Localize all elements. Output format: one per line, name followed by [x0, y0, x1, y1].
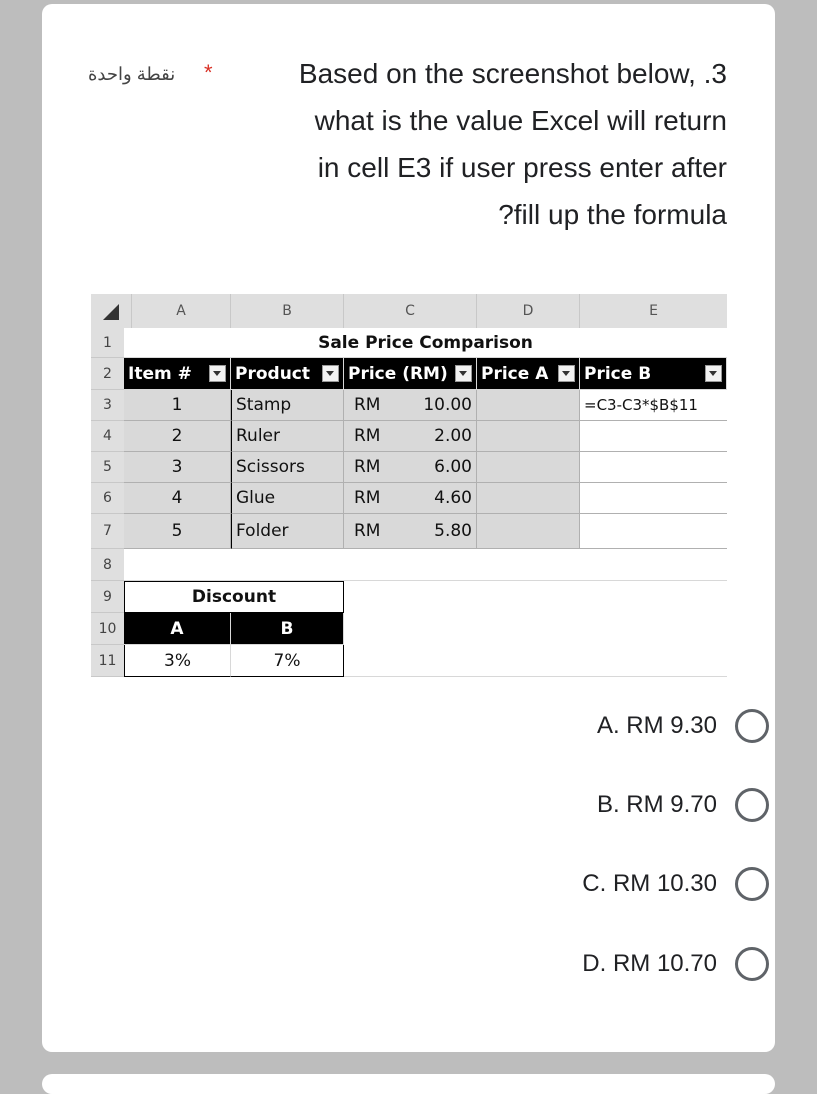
row-number: 2 — [91, 358, 124, 390]
cell-item: 1 — [124, 390, 231, 421]
sheet-title: Sale Price Comparison — [124, 328, 727, 358]
option-d-label: D. RM 10.70 — [582, 950, 717, 977]
cell-item: 3 — [124, 452, 231, 483]
cell-product: Scissors — [231, 452, 344, 483]
discount-title: Discount — [124, 581, 344, 613]
discount-header-b: B — [231, 613, 344, 645]
question-line-4: ?fill up the formula — [498, 199, 727, 230]
cell-price: 5.80 — [399, 514, 477, 549]
header-price-b: Price B — [580, 358, 727, 390]
cell-price-b — [580, 514, 727, 549]
select-all-corner — [91, 294, 132, 328]
col-header-e: E — [580, 294, 727, 328]
filter-dropdown-icon — [558, 365, 575, 382]
cell-item: 4 — [124, 483, 231, 514]
row-number: 11 — [91, 645, 124, 677]
cell-price-a — [477, 390, 580, 421]
cell-price-a — [477, 452, 580, 483]
radio-icon[interactable] — [735, 947, 769, 981]
question-line-1: Based on the screenshot below, .3 — [298, 58, 727, 89]
option-c-label: C. RM 10.30 — [582, 870, 717, 897]
discount-value-b: 7% — [231, 645, 344, 677]
filter-dropdown-icon — [322, 365, 339, 382]
option-d[interactable] — [582, 944, 769, 984]
cell-price-a — [477, 483, 580, 514]
row-number: 10 — [91, 613, 124, 645]
radio-icon[interactable] — [735, 788, 769, 822]
cell-price: 4.60 — [399, 483, 477, 514]
col-header-d: D — [477, 294, 580, 328]
row-number: 1 — [91, 328, 124, 358]
header-price-a: Price A — [477, 358, 580, 390]
filter-dropdown-icon — [209, 365, 226, 382]
discount-value-a: 3% — [124, 645, 231, 677]
next-card — [42, 1074, 775, 1094]
option-a-label: A. RM 9.30 — [596, 712, 717, 739]
cell-product: Folder — [231, 514, 344, 549]
header-price: Price (RM) — [344, 358, 477, 390]
row-number: 4 — [91, 421, 124, 452]
discount-header-a: A — [124, 613, 231, 645]
cell-item: 2 — [124, 421, 231, 452]
row-number: 3 — [91, 390, 124, 421]
cell-price-a — [477, 514, 580, 549]
empty-row — [124, 549, 727, 581]
cell-product: Stamp — [231, 390, 344, 421]
col-header-b: B — [231, 294, 344, 328]
cell-price: 2.00 — [399, 421, 477, 452]
points-label: نقطة واحدة — [88, 64, 176, 84]
cell-price-b — [580, 452, 727, 483]
corner-triangle-icon — [103, 304, 119, 320]
option-a[interactable] — [597, 706, 769, 746]
cell-price-b — [580, 421, 727, 452]
cell-currency: RM — [344, 452, 399, 483]
filter-dropdown-icon — [455, 365, 472, 382]
row-number: 7 — [91, 514, 124, 549]
cell-product: Glue — [231, 483, 344, 514]
cell-currency: RM — [344, 421, 399, 452]
row-number: 8 — [91, 549, 124, 581]
cell-currency: RM — [344, 390, 399, 421]
cell-price-b: =C3-C3*$B$11 — [580, 390, 727, 421]
required-marker: * — [204, 60, 213, 85]
cell-currency: RM — [344, 483, 399, 514]
cell-currency: RM — [344, 514, 399, 549]
radio-icon[interactable] — [735, 709, 769, 743]
row-number: 9 — [91, 581, 124, 613]
cell-product: Ruler — [231, 421, 344, 452]
empty-area — [344, 581, 727, 677]
radio-icon[interactable] — [735, 867, 769, 901]
question-line-3: in cell E3 if user press enter after — [317, 152, 727, 183]
cell-price: 6.00 — [399, 452, 477, 483]
row-number: 5 — [91, 452, 124, 483]
option-b[interactable] — [597, 785, 769, 825]
cell-price-a — [477, 421, 580, 452]
option-b-label: B. RM 9.70 — [596, 791, 717, 818]
filter-dropdown-icon — [705, 365, 722, 382]
col-header-c: C — [344, 294, 477, 328]
header-product: Product — [231, 358, 344, 390]
row-number: 6 — [91, 483, 124, 514]
cell-price-b — [580, 483, 727, 514]
header-item: Item # — [124, 358, 231, 390]
cell-item: 5 — [124, 514, 231, 549]
option-c[interactable] — [582, 864, 769, 904]
question-line-2: what is the value Excel will return — [314, 105, 727, 136]
col-header-a: A — [132, 294, 231, 328]
cell-price: 10.00 — [399, 390, 477, 421]
